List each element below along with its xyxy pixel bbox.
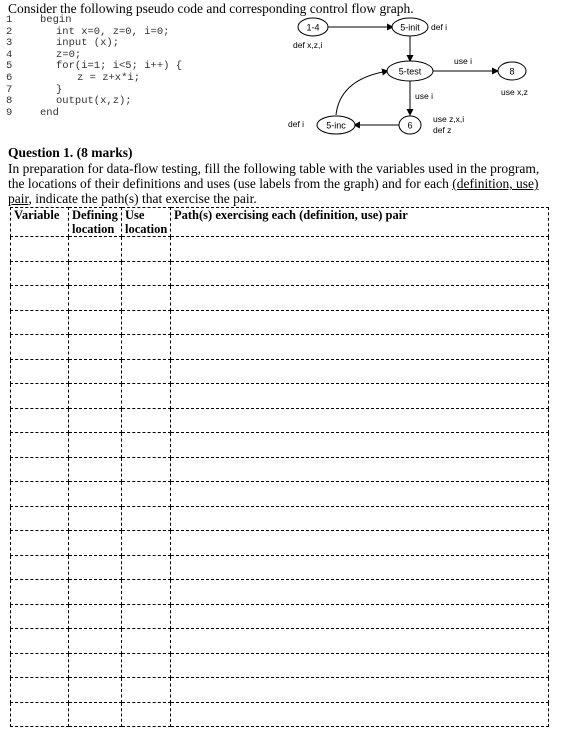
defining-location-cell[interactable] [69, 359, 122, 384]
answer-table [10, 207, 549, 727]
table-row [11, 433, 549, 458]
defining-location-cell[interactable] [69, 433, 122, 458]
table-row [11, 604, 549, 629]
variable-cell[interactable] [11, 506, 69, 531]
node-5-test-label: 5-test [398, 66, 422, 77]
paths-cell[interactable] [171, 482, 549, 507]
defining-location-cell[interactable] [69, 678, 122, 703]
variable-cell[interactable] [11, 359, 69, 384]
use-location-cell[interactable] [122, 653, 171, 678]
table-row [11, 653, 549, 678]
paths-cell[interactable] [171, 531, 549, 556]
header-defining-label-2: location [72, 222, 115, 236]
paths-cell[interactable] [171, 555, 549, 580]
code-line [6, 61, 286, 73]
paths-cell[interactable] [171, 237, 549, 262]
header-use-location [122, 208, 171, 237]
code-line-text: output(x,z); [56, 95, 132, 108]
variable-cell[interactable] [11, 653, 69, 678]
intro-text: Consider the following pseudo code and corresponding control flow graph. [8, 1, 414, 16]
table-row [11, 457, 549, 482]
table-row [11, 506, 549, 531]
use-location-cell[interactable] [122, 555, 171, 580]
code-line [6, 85, 286, 97]
use-location-cell[interactable] [122, 580, 171, 605]
label-def-i-left: def i [288, 119, 305, 129]
code-line-text: begin [40, 14, 72, 26]
node-5-inc [317, 116, 355, 134]
code-line-number: 9 [6, 106, 13, 119]
control-flow-graph [270, 14, 555, 144]
node-5-inc-label: 5-inc [326, 120, 346, 131]
node-1-4 [298, 18, 328, 36]
variable-cell[interactable] [11, 457, 69, 482]
code-line [6, 38, 286, 50]
code-line [6, 27, 286, 39]
header-paths-label: Path(s) exercising each (definition, use) pair [174, 208, 408, 222]
paths-cell[interactable] [171, 335, 549, 360]
table-row [11, 384, 549, 409]
variable-cell[interactable] [11, 335, 69, 360]
label-def-z: def z [433, 125, 452, 135]
use-location-cell[interactable] [122, 237, 171, 262]
use-location-cell[interactable] [122, 482, 171, 507]
node-5-init [392, 18, 428, 36]
table-row [11, 482, 549, 507]
code-line-number: 6 [6, 71, 13, 84]
variable-cell[interactable] [11, 604, 69, 629]
use-location-cell[interactable] [122, 335, 171, 360]
use-location-cell[interactable] [122, 359, 171, 384]
defining-location-cell[interactable] [69, 286, 122, 311]
code-line-text: input (x); [56, 37, 120, 50]
header-paths [171, 208, 549, 237]
node-6 [399, 116, 421, 134]
label-use-zxi: use z,x,i [433, 114, 465, 124]
label-use-i-down: use i [415, 91, 433, 101]
defining-location-cell[interactable] [69, 408, 122, 433]
label-use-i-right: use i [454, 56, 472, 66]
header-variable-label: Variable [14, 208, 60, 222]
variable-cell[interactable] [11, 408, 69, 433]
use-location-cell[interactable] [122, 678, 171, 703]
code-line-number: 1 [6, 14, 13, 26]
paths-cell[interactable] [171, 506, 549, 531]
use-location-cell[interactable] [122, 457, 171, 482]
variable-cell[interactable] [11, 286, 69, 311]
node-8 [498, 62, 526, 80]
question-body [8, 161, 553, 207]
table-row [11, 335, 549, 360]
code-line-text: end [40, 106, 59, 119]
defining-location-cell[interactable] [69, 384, 122, 409]
table-header-row [11, 208, 549, 237]
variable-cell[interactable] [11, 629, 69, 654]
code-line-number: 3 [6, 37, 13, 50]
table-row [11, 678, 549, 703]
table-row [11, 286, 549, 311]
defining-location-cell[interactable] [69, 506, 122, 531]
variable-cell[interactable] [11, 555, 69, 580]
question-body-part-3: , indicate the path(s) that exercise the pair. [28, 191, 257, 207]
table-row [11, 408, 549, 433]
header-use-label-1: Use [125, 208, 145, 222]
paths-cell[interactable] [171, 310, 549, 335]
variable-cell[interactable] [11, 482, 69, 507]
header-use-label-2: location [125, 222, 168, 236]
defining-location-cell[interactable] [69, 482, 122, 507]
use-location-cell[interactable] [122, 408, 171, 433]
code-line-number: 4 [6, 48, 13, 61]
label-def-i-top: def i [431, 22, 448, 32]
defining-location-cell[interactable] [69, 629, 122, 654]
header-defining-label-1: Defining [72, 208, 118, 222]
question-body-underlined: (definition, use) pair [8, 176, 539, 207]
defining-location-cell[interactable] [69, 457, 122, 482]
question-title: Question 1. (8 marks) [8, 145, 133, 160]
table-row [11, 629, 549, 654]
table-row [11, 359, 549, 384]
table-row [11, 555, 549, 580]
paths-cell[interactable] [171, 604, 549, 629]
variable-cell[interactable] [11, 678, 69, 703]
code-line-text: z=0; [56, 48, 82, 61]
use-location-cell[interactable] [122, 286, 171, 311]
code-line [6, 96, 286, 108]
code-line-number: 7 [6, 83, 13, 96]
pseudo-code [6, 15, 286, 119]
use-location-cell[interactable] [122, 384, 171, 409]
paths-cell[interactable] [171, 629, 549, 654]
paths-cell[interactable] [171, 286, 549, 311]
code-line [6, 108, 286, 120]
paths-cell[interactable] [171, 580, 549, 605]
code-line-text: for(i=1; i<5; i++) { [56, 60, 183, 73]
use-location-cell[interactable] [122, 629, 171, 654]
code-line [6, 73, 286, 85]
code-line-text: z = z+x*i; [77, 71, 141, 84]
code-line [6, 15, 286, 27]
paths-cell[interactable] [171, 384, 549, 409]
use-location-cell[interactable] [122, 604, 171, 629]
use-location-cell[interactable] [122, 433, 171, 458]
variable-cell[interactable] [11, 580, 69, 605]
paths-cell[interactable] [171, 653, 549, 678]
code-line-text: } [56, 83, 63, 96]
table-row [11, 261, 549, 286]
paths-cell[interactable] [171, 359, 549, 384]
paths-cell[interactable] [171, 457, 549, 482]
code-line-text: int x=0, z=0, i=0; [56, 25, 170, 38]
variable-cell[interactable] [11, 531, 69, 556]
table-row [11, 702, 549, 727]
variable-cell[interactable] [11, 702, 69, 727]
node-5-test [387, 61, 433, 81]
paths-cell[interactable] [171, 408, 549, 433]
table-row [11, 580, 549, 605]
code-line-number: 8 [6, 95, 13, 108]
variable-cell[interactable] [11, 433, 69, 458]
defining-location-cell[interactable] [69, 604, 122, 629]
defining-location-cell[interactable] [69, 261, 122, 286]
variable-cell[interactable] [11, 237, 69, 262]
defining-location-cell[interactable] [69, 555, 122, 580]
edge-5inc-to-5test [336, 71, 388, 115]
label-use-xz: use x,z [501, 87, 528, 97]
defining-location-cell[interactable] [69, 702, 122, 727]
defining-location-cell[interactable] [69, 335, 122, 360]
code-line-number: 5 [6, 60, 13, 73]
paths-cell[interactable] [171, 702, 549, 727]
variable-cell[interactable] [11, 384, 69, 409]
defining-location-cell[interactable] [69, 580, 122, 605]
paths-cell[interactable] [171, 433, 549, 458]
header-variable [11, 208, 69, 237]
node-8-label: 8 [509, 66, 515, 77]
variable-cell[interactable] [11, 310, 69, 335]
node-5-init-label: 5-init [400, 22, 420, 33]
defining-location-cell[interactable] [69, 237, 122, 262]
defining-location-cell[interactable] [69, 310, 122, 335]
use-location-cell[interactable] [122, 702, 171, 727]
table-row [11, 310, 549, 335]
variable-cell[interactable] [11, 261, 69, 286]
label-def-xzi: def x,z,i [293, 40, 323, 50]
header-defining-location [69, 208, 122, 237]
use-location-cell[interactable] [122, 506, 171, 531]
defining-location-cell[interactable] [69, 653, 122, 678]
use-location-cell[interactable] [122, 261, 171, 286]
defining-location-cell[interactable] [69, 531, 122, 556]
node-6-label: 6 [407, 120, 413, 131]
use-location-cell[interactable] [122, 310, 171, 335]
table-row [11, 531, 549, 556]
question-body-part-1: In preparation for data-flow testing, fill the following table with the variables used in the program, the locations of their definitions and uses (use labels from the graph) and for each [8, 161, 540, 192]
paths-cell[interactable] [171, 261, 549, 286]
use-location-cell[interactable] [122, 531, 171, 556]
paths-cell[interactable] [171, 678, 549, 703]
code-line-number: 2 [6, 25, 13, 38]
node-1-4-label: 1-4 [306, 22, 320, 33]
table-row [11, 237, 549, 262]
